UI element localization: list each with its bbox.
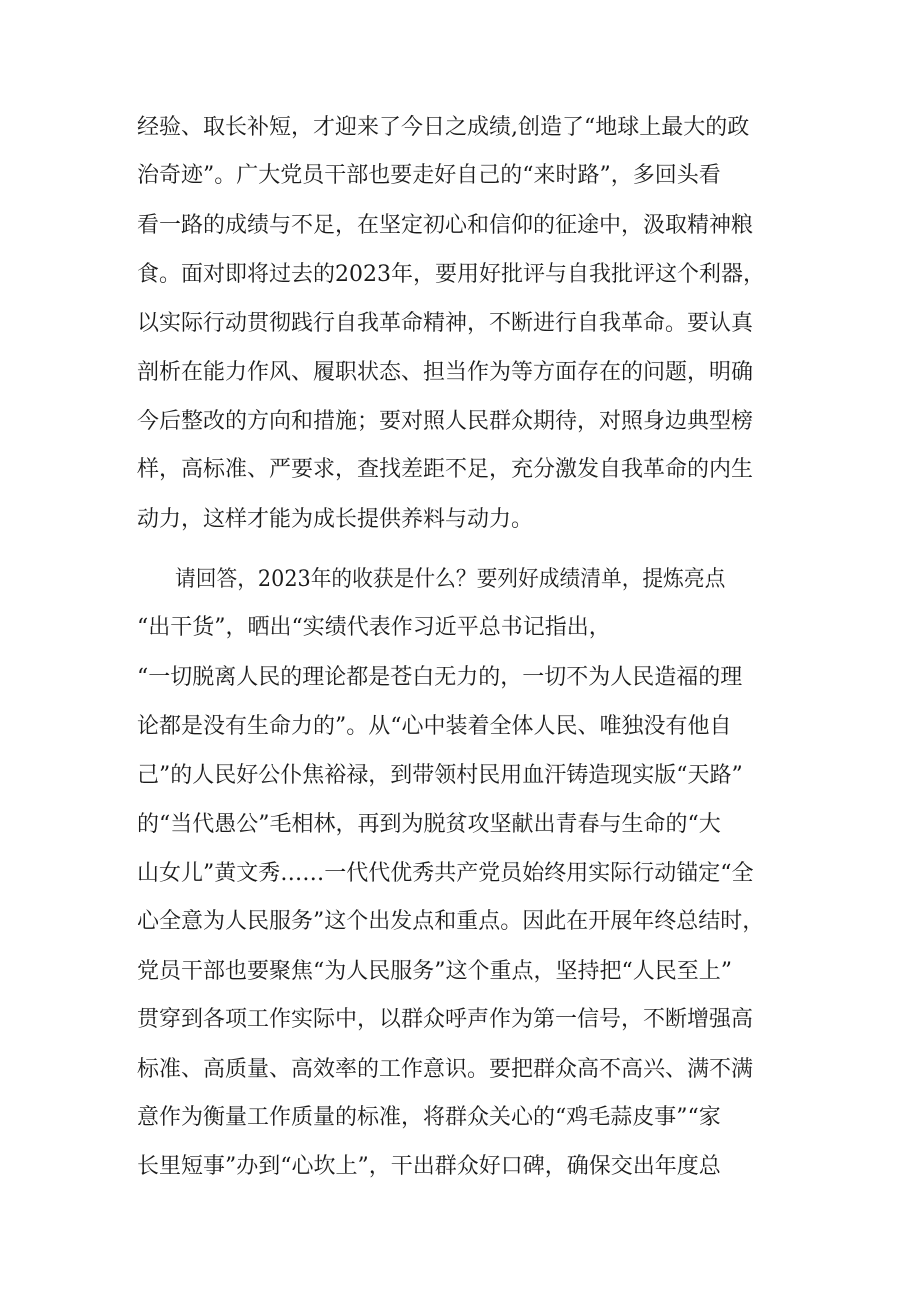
paragraph-2-line-11: 标准、高质量、高效率的工作意识。要把群众高不高兴、满不满 <box>137 1057 754 1082</box>
paragraph-1-line-3: 看一路的成绩与不足，在坚定初心和信仰的征途中，汲取精神粮 <box>137 213 754 238</box>
paragraph-1-line-6: 剖析在能力作风、履职状态、担当作为等方面存在的问题，明确 <box>137 360 754 385</box>
paragraph-2-line-3: “一切脱离人民的理论都是苍白无力的，一切不为人民造福的理 <box>137 665 743 690</box>
paragraph-1-line-7: 今后整改的方向和措施；要对照人民群众期待，对照身边典型榜 <box>137 409 754 434</box>
paragraph-2-line-8: 心全意为人民服务”这个出发点和重点。因此在开展年终总结时， <box>137 909 765 934</box>
paragraph-2-line-13: 长里短事”办到“心坎上”，干出群众好口碑，确保交出年度总 <box>137 1154 721 1179</box>
paragraph-2-line-6: 的“当代愚公”毛相林，再到为脱贫攻坚献出青春与生命的“大 <box>137 812 721 837</box>
paragraph-2-line-12: 意作为衡量工作质量的标准，将群众关心的“鸡毛蒜皮事”“家 <box>137 1105 721 1130</box>
paragraph-2-line-9: 党员干部也要聚焦“为人民服务”这个重点，坚持把“人民至上” <box>137 959 732 984</box>
paragraph-1-line-8: 样，高标准、严要求，查找差距不足，充分激发自我革命的内生 <box>137 457 754 482</box>
paragraph-1-line-9: 动力，这样才能为成长提供养料与动力。 <box>137 507 534 532</box>
paragraph-1-line-5: 以实际行动贯彻践行自我革命精神，不断进行自我革命。要认真 <box>137 311 754 336</box>
paragraph-2-line-10: 贯穿到各项工作实际中，以群众呼声作为第一信号，不断增强高 <box>137 1007 754 1032</box>
paragraph-2-line-4: 论都是没有生命力的”。从“心中装着全体人民、唯独没有他自 <box>137 714 732 739</box>
paragraph-2-line-1: 请回答，2023年的收获是什么？要列好成绩清单，提炼亮点 <box>175 567 726 592</box>
paragraph-1-line-4: 食。面对即将过去的2023年，要用好批评与自我批评这个利器， <box>137 262 765 287</box>
paragraph-2-line-2: “出干货”，晒出“实绩代表作习近平总书记指出， <box>137 615 611 640</box>
paragraph-2-line-5: 己”的人民好公仆焦裕禄，到带领村民用血汗铸造现实版“天路” <box>137 763 743 788</box>
paragraph-1-line-1: 经验、取长补短，才迎来了今日之成绩,创造了“地球上最大的政 <box>137 115 750 140</box>
paragraph-1-line-2: 治奇迹”。广大党员干部也要走好自己的“来时路”，多回头看 <box>137 163 721 188</box>
paragraph-2-line-7: 山女儿”黄文秀……一代代优秀共产党员始终用实际行动锚定“全 <box>137 861 754 886</box>
